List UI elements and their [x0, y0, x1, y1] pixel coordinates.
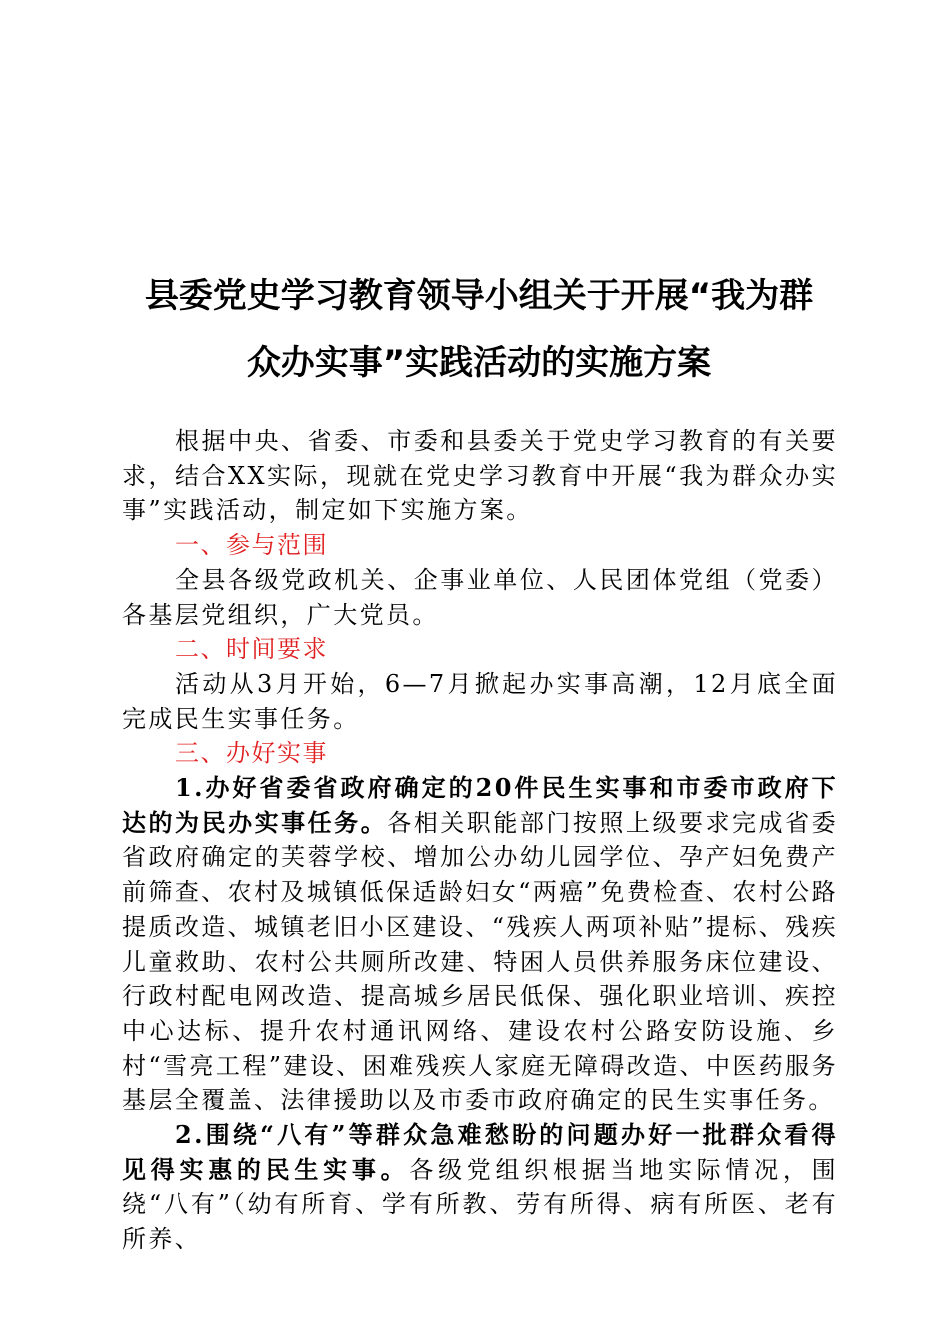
task-item-1: [122, 771, 838, 1118]
section-text-scope: 全县各级党政机关、企事业单位、人民团体党组（党委）各基层党组织，广大党员。: [122, 565, 838, 629]
section-heading-timing: 二、时间要求: [175, 635, 328, 664]
document-title-line-1: 县委党史学习教育领导小组关于开展“我为群: [144, 276, 814, 316]
task-item-2-text: 各级党组织根据当地实际情况，围绕“八有”（幼有所育、学有所教、劳有所得、病有所医、老有所养、: [122, 1155, 839, 1254]
section-heading-scope: 一、参与范围: [175, 531, 328, 560]
task-item-2-lead: 2.围绕“八有”等群众急难愁盼的问题办好一批群众看得见得实惠的民生实事。: [122, 1120, 838, 1184]
document-title-line-2: 众办实事”实践活动的实施方案: [246, 343, 712, 383]
section-text-timing: 活动从3月开始，6—7月掀起办实事高潮，12月底全面完成民生实事任务。: [122, 669, 838, 733]
intro-paragraph: 根据中央、省委、市委和县委关于党史学习教育的有关要求，结合XX实际，现就在党史学习教育中开展“我为群众办实事”实践活动，制定如下实施方案。: [122, 427, 838, 525]
task-item-1-lead: 1.办好省委省政府确定的20件民生实事和市委市政府下达的为民办实事任务。: [122, 773, 838, 837]
document-body: [122, 424, 838, 1257]
task-item-1-text: 各相关职能部门按照上级要求完成省委省政府确定的芙蓉学校、增加公办幼儿园学位、孕产妇免费产前筛查、农村及城镇低保适龄妇女“两癌”免费检查、农村公路提质改造、城镇老旧小区建设、“残疾人两项补贴”提标、残疾儿童救助、农村公共厕所改建、特困人员供养服务床位建设、行政村配电网改造、提高城乡居民低保、强化职业培训、疾控中心达标、提升农村通讯网络、建设农村公路安防设施、乡村“雪亮工程”建设、困难残疾人家庭无障碍改造、中医药服务基层全覆盖、法律援助以及市委市政府确定的民生实事任务。: [122, 808, 838, 1115]
task-item-2: [122, 1118, 838, 1257]
section-heading-tasks: 三、办好实事: [175, 739, 328, 768]
